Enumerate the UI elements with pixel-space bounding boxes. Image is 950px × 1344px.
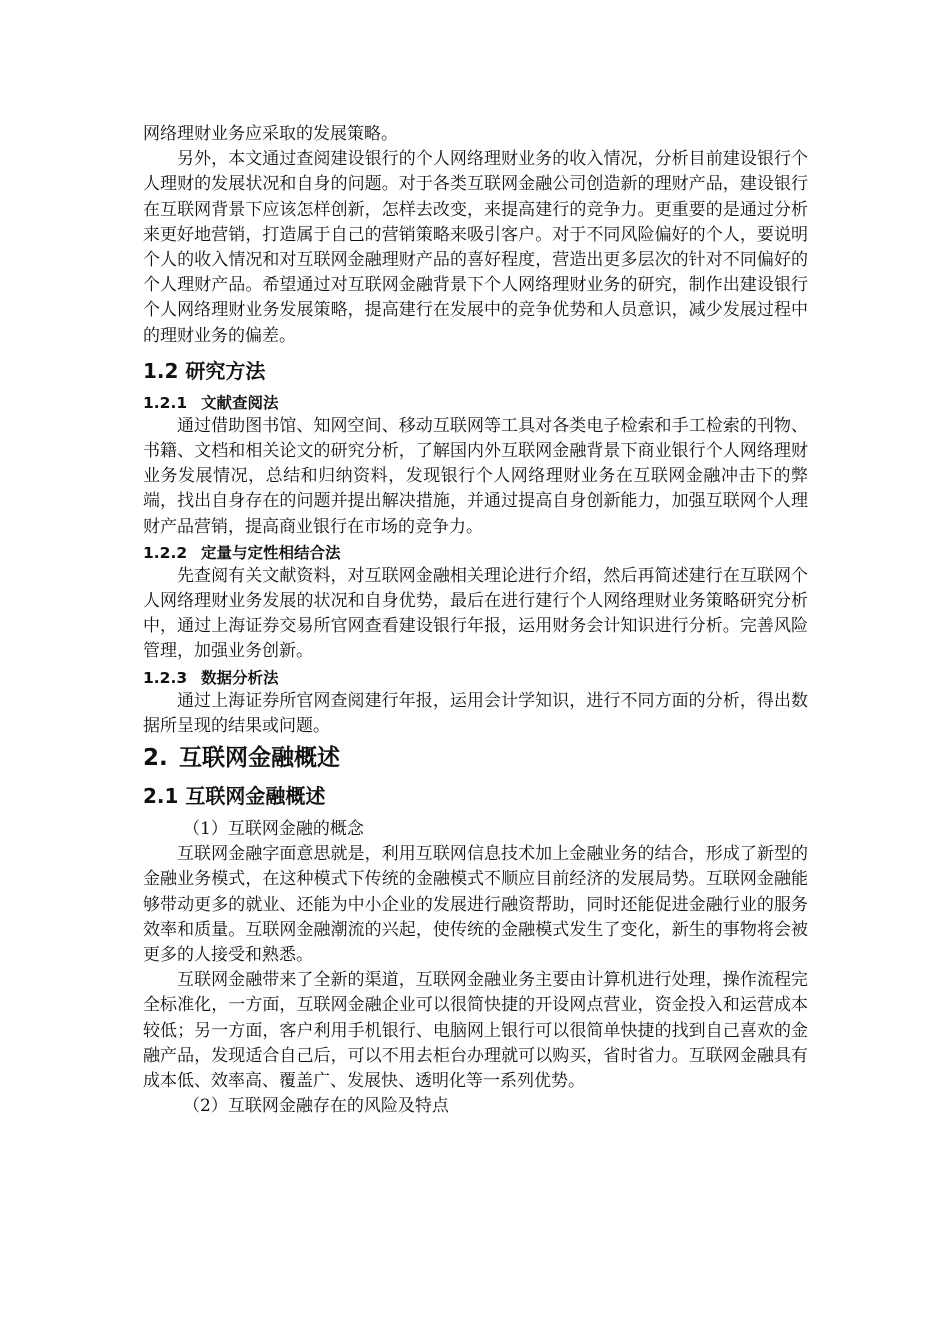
heading-chapter-2	[143, 743, 808, 773]
heading-title: 互联网金融概述	[179, 745, 340, 772]
heading-title: 定量与定性相结合法	[201, 543, 341, 562]
paragraph-concept: 互联网金融字面意思就是，利用互联网信息技术加上金融业务的结合，形成了新型的金融业务模式，在这种模式下传统的金融模式不顺应目前经济的发展局势。互联网金融能够带动更多的就业、还能为中小企业的发展进行融资帮助，同时还能促进金融行业的服务效率和质量。互联网金融潮流的兴起，使传统的金融模式发生了变化，新生的事物将会被更多的人接受和熟悉。	[143, 844, 808, 966]
heading-number: 1.2.3	[143, 668, 188, 687]
heading-number: 1.2.2	[143, 543, 188, 562]
heading-1-2-1	[143, 392, 808, 414]
heading-title: 数据分析法	[201, 668, 279, 687]
paragraph-continuation: 网络理财业务应采取的发展策略。	[143, 124, 398, 144]
subheading-concept: （1）互联网金融的概念	[183, 819, 364, 840]
paragraph-literature-method: 通过借助图书馆、知网空间、移动互联网等工具对各类电子检索和手工检索的刊物、书籍、文档和相关论文的研究分析，了解国内外互联网金融背景下商业银行个人网络理财业务发展情况，总结和归纳资料，发现银行个人网络理财业务在互联网金融冲击下的弊端，找出自身存在的问题并提出解决措施，并通过提高自身创新能力，加强互联网个人理财产品营销，提高商业银行在市场的竞争力。	[143, 415, 808, 537]
heading-number: 1.2.1	[143, 393, 188, 412]
document-page	[143, 122, 808, 1120]
subheading-risks: （2）互联网金融存在的风险及特点	[183, 1096, 449, 1117]
heading-1-2: 1.2 研究方法	[143, 358, 266, 383]
paragraph-advantages: 互联网金融带来了全新的渠道，互联网金融业务主要由计算机进行处理，操作流程完全标准化，一方面，互联网金融企业可以很简快捷的开设网点营业，资金投入和运营成本较低；另一方面，客户利用手机银行、电脑网上银行可以很简单快捷的找到自己喜欢的金融产品，发现适合自己后，可以不用去柜台办理就可以购买，省时省力。互联网金融具有成本低、效率高、覆盖广、发展快、透明化等一系列优势。	[143, 970, 808, 1092]
paragraph-data-analysis-method: 通过上海证券所官网查阅建行年报，运用会计学知识，进行不同方面的分析，得出数据所呈现的结果或问题。	[143, 690, 808, 736]
heading-number: 2.	[143, 745, 168, 772]
paragraph-background: 另外，本文通过查阅建设银行的个人网络理财业务的收入情况，分析目前建设银行个人理财的发展状况和自身的问题。对于各类互联网金融公司创造新的理财产品，建设银行在互联网背景下应该怎样创新，怎样去改变，来提高建行的竞争力。更重要的是通过分析来更好地营销，打造属于自己的营销策略来吸引客户。对于不同风险偏好的个人，要说明个人的收入情况和对互联网金融理财产品的喜好程度，营造出更多层次的针对不同偏好的个人理财产品。希望通过对互联网金融背景下个人网络理财业务的研究，制作出建设银行个人网络理财业务发展策略，提高建行在发展中的竞争优势和人员意识，减少发展过程中的理财业务的偏差。	[143, 149, 808, 346]
heading-1-2-3	[143, 667, 808, 689]
paragraph-quant-qual-method: 先查阅有关文献资料，对互联网金融相关理论进行介绍，然后再简述建行在互联网个人网络理财业务发展的状况和自身优势，最后在进行建行个人网络理财业务策略研究分析中，通过上海证券交易所官网查看建设银行年报，运用财务会计知识进行分析。完善风险管理，加强业务创新。	[143, 565, 808, 662]
heading-2-1: 2.1 互联网金融概述	[143, 784, 326, 809]
heading-1-2-2	[143, 542, 808, 564]
heading-title: 文献查阅法	[201, 393, 279, 412]
